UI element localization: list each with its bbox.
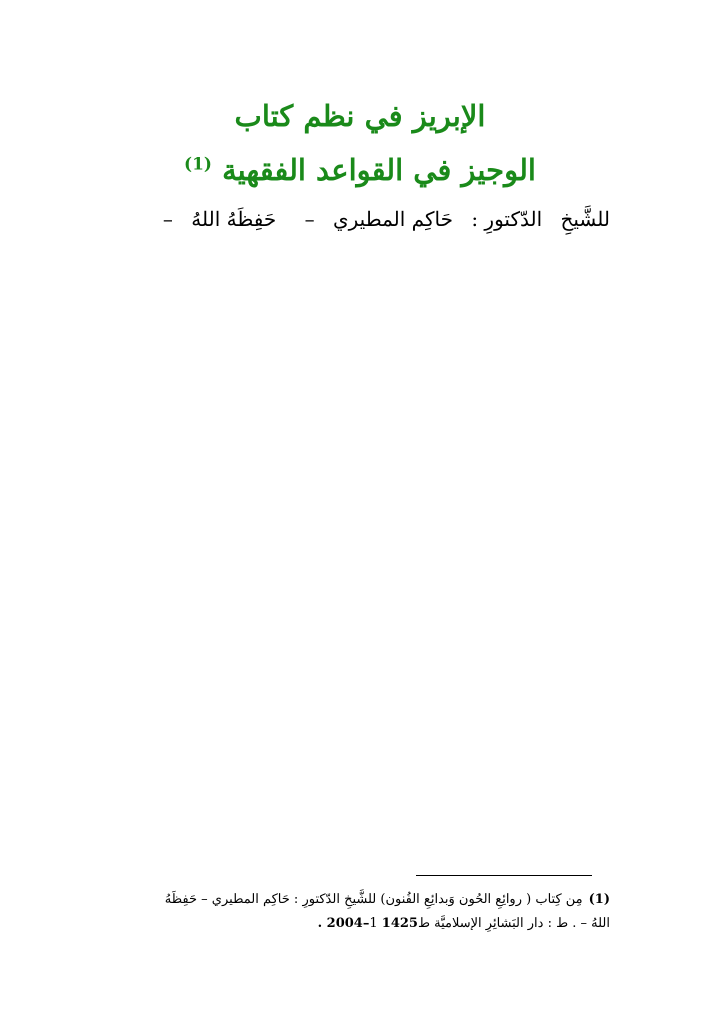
author-prefix: للشَّيخِ bbox=[560, 207, 610, 231]
footnote-years: 1425–2004 . bbox=[317, 916, 418, 931]
author-blessing: حَفِظَهُ اللهُ bbox=[191, 207, 277, 231]
footnote-number: (1) bbox=[588, 892, 610, 907]
document-title-line-2 bbox=[110, 150, 610, 190]
title-footnote-reference[interactable]: (1) bbox=[184, 154, 212, 175]
author-degree: الدّكتورِ : bbox=[471, 207, 543, 231]
author-line bbox=[110, 202, 610, 236]
title-line-2-text: الوجيز في القواعد الفقهية bbox=[222, 153, 536, 187]
footnote bbox=[110, 888, 610, 936]
footnote-publication bbox=[110, 912, 610, 936]
author-dash-1: – bbox=[304, 207, 315, 231]
footnote-publisher: اللهُ – . ط : دار البَشائِرِ الإسلاميَّة ط1 bbox=[369, 916, 610, 931]
author-name: حَاكِم المطيري bbox=[332, 207, 453, 231]
footnote-text: مِن كِتاب ( روائِعِ الحُون وَبدائِعِ الفُنون) للشَّيخِ الدّكتورِ : حَاكِم المطيري – حَفِظَهُ bbox=[164, 892, 583, 907]
footnote-separator bbox=[416, 875, 592, 876]
document-title-line-1: الإبريز في نظم كتاب bbox=[234, 99, 486, 133]
author-dash-2: – bbox=[162, 207, 173, 231]
